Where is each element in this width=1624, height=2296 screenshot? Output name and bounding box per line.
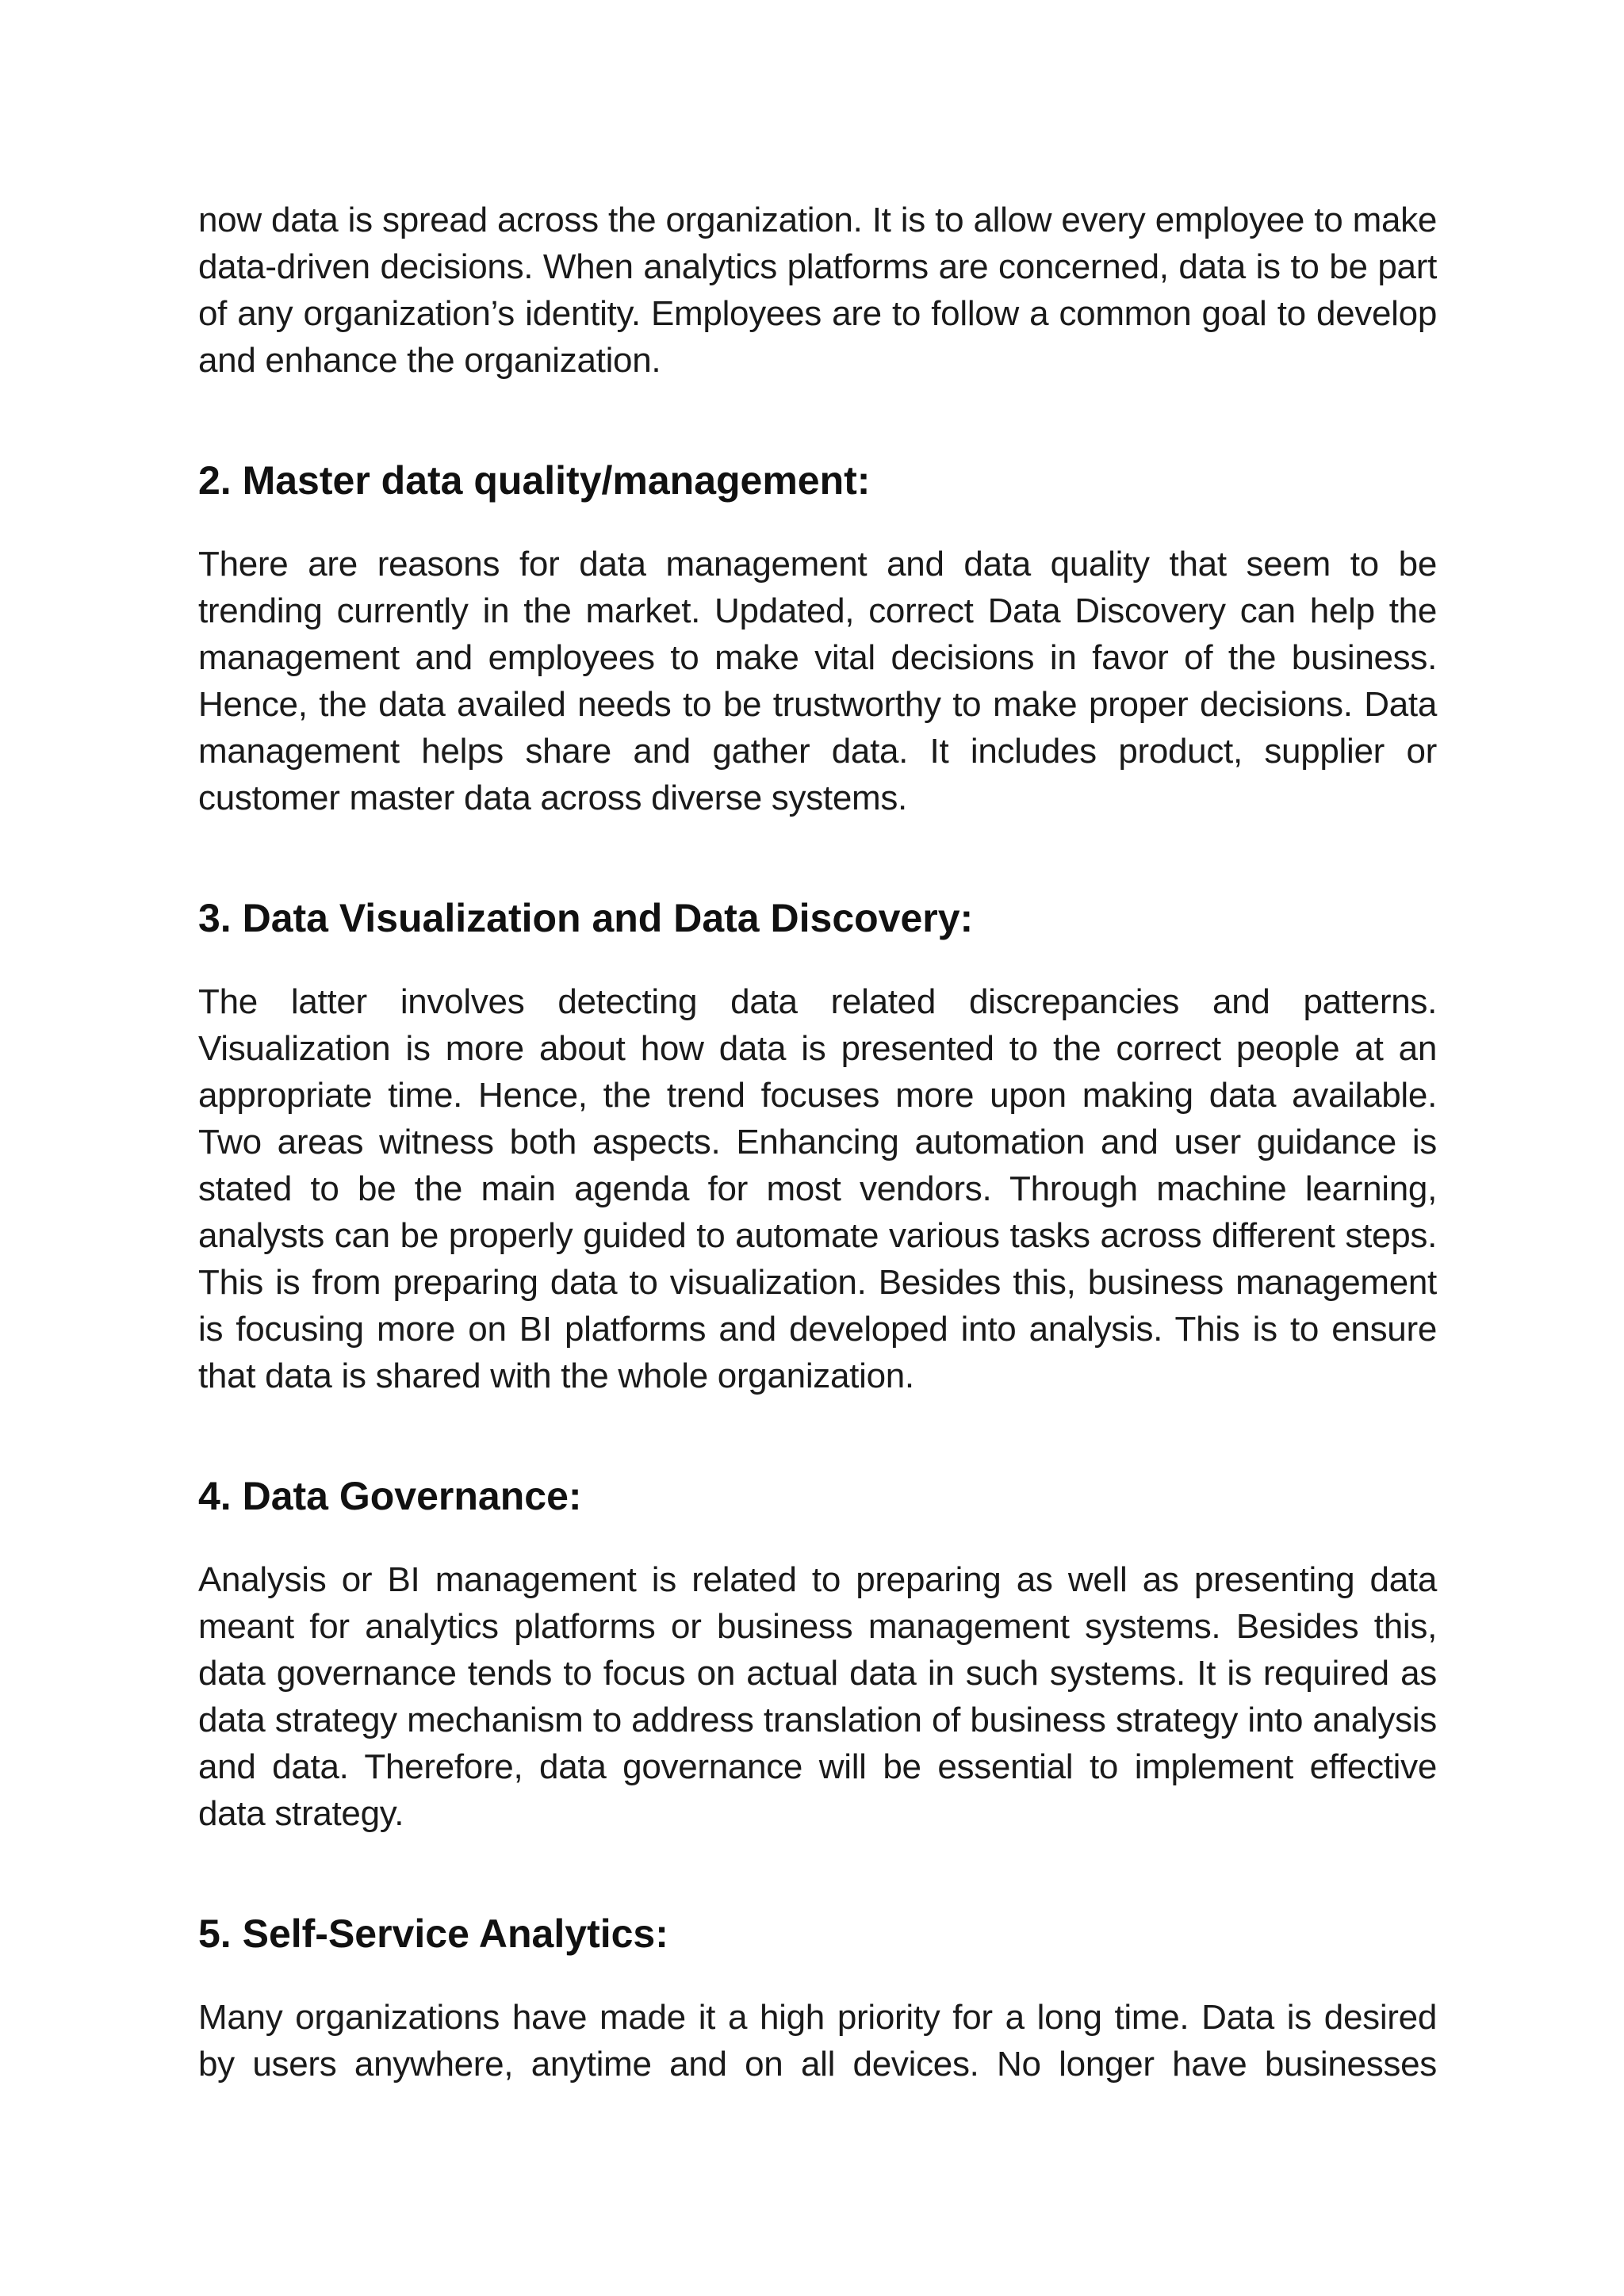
spacer (198, 942, 1437, 978)
spacer (198, 1957, 1437, 1994)
spacer (198, 384, 1437, 457)
section-data-visualization (198, 894, 1437, 1399)
section-heading: 4. Data Governance: (198, 1474, 582, 1518)
section-paragraph: Analysis or BI management is related to preparing as well as presenting data meant for analytics platforms or business management systems. Besides this, data governance tends to focus on actual data in such systems. It is required as data strategy mechanism to address translation of business strategy into analysis and data. Therefore, data governance will be essential to implement effective data strategy. (198, 1560, 1437, 1833)
document-page (198, 197, 1437, 2087)
section-paragraph: There are reasons for data management and data quality that seem to be trending currently in the market. Updated, correct Data Discovery can help the management and employees to make vital decisions in favor of the business. Hence, the data availed needs to be trustworthy to make proper decisions. Data management helps share and gather data. It includes product, supplier or customer master data across diverse systems. (198, 545, 1437, 817)
section-heading: 2. Master data quality/management: (198, 458, 871, 503)
section-heading: 3. Data Visualization and Data Discovery: (198, 896, 974, 940)
section-data-governance (198, 1472, 1437, 1837)
section-heading: 5. Self-Service Analytics: (198, 1911, 668, 1956)
section-self-service-analytics (198, 1910, 1437, 2087)
spacer (198, 504, 1437, 541)
spacer (198, 1520, 1437, 1556)
section-paragraph: The latter involves detecting data related discrepancies and patterns. Visualization is more about how data is presented to the correct people at an appropriate time. Hence, the trend focuses more upon making data available. Two areas witness both aspects. Enhancing automation and user guidance is stated to be the main agenda for most vendors. Through machine learning, analysts can be properly guided to automate various tasks across different steps. This is from preparing data to visualization. Besides this, business management is focusing more on BI platforms and developed into analysis. This is to ensure that data is shared with the whole organization. (198, 982, 1437, 1395)
section-paragraph: Many organizations have made it a high priority for a long time. Data is desired by users anywhere, anytime and on all devices. No longer have businesses (198, 1998, 1437, 2084)
spacer (198, 1399, 1437, 1472)
spacer (198, 1837, 1437, 1910)
section-master-data (198, 457, 1437, 821)
spacer (198, 821, 1437, 894)
intro-paragraph: now data is spread across the organization. It is to allow every employee to make data-driven decisions. When analytics platforms are concerned, data is to be part of any organization’s identity. Employees are to follow a common goal to develop and enhance the organization. (198, 201, 1437, 380)
